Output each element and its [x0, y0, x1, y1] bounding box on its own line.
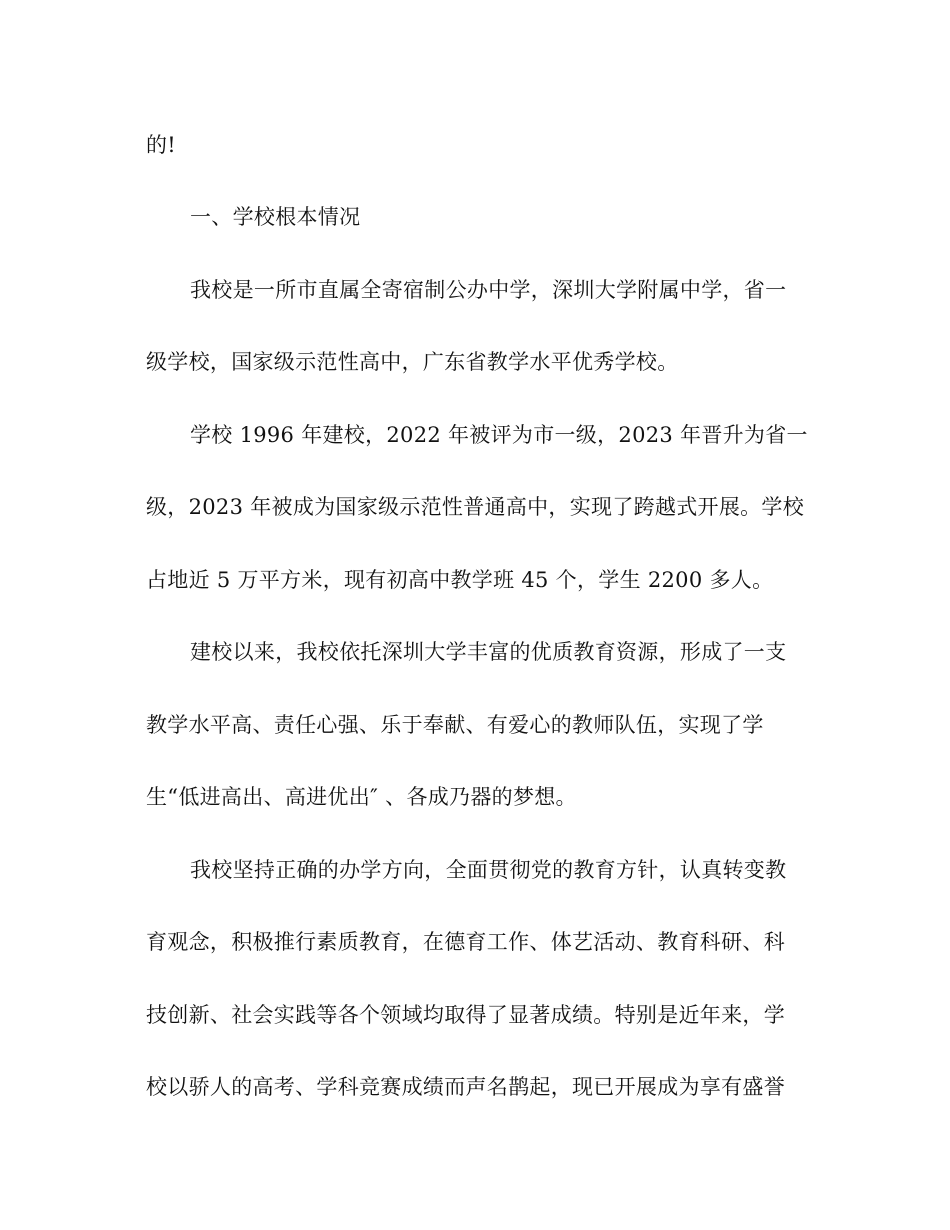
- text-line: 技创新、社会实践等各个领域均取得了显著成绩。特别是近年来，学: [146, 1003, 785, 1027]
- text-line: 学校 1996 年建校，2022 年被评为市一级，2023 年晋升为省一: [190, 423, 808, 447]
- text-line: 级学校，国家级示范性高中，广东省教学水平优秀学校。: [146, 350, 679, 374]
- text-line: 建校以来，我校依托深圳大学丰富的优质教育资源，形成了一支: [190, 640, 787, 664]
- text-line: 教学水平高、责任心强、乐于奉献、有爱心的教师队伍，实现了学: [146, 713, 764, 737]
- text-line: 我校坚持正确的办学方向，全面贯彻党的教育方针，认真转变教: [190, 858, 787, 882]
- section-heading: 一、学校根本情况: [190, 205, 361, 229]
- text-line: 校以骄人的高考、学科竞赛成绩而声名鹊起，现已开展成为享有盛誉: [146, 1075, 785, 1099]
- text-line: 生“低进高出、高进优出″ 、各成乃器的梦想。: [146, 785, 577, 809]
- text-line: 育观念，积极推行素质教育，在德育工作、体艺活动、教育科研、科: [146, 930, 785, 954]
- text-line: 占地近 5 万平方米，现有初高中教学班 45 个，学生 2200 多人。: [146, 568, 774, 592]
- text-line: 我校是一所市直属全寄宿制公办中学，深圳大学附属中学，省一: [190, 278, 787, 302]
- text-line: 的!: [146, 133, 177, 157]
- text-line: 级，2023 年被成为国家级示范性普通高中，实现了跨越式开展。学校: [146, 495, 805, 519]
